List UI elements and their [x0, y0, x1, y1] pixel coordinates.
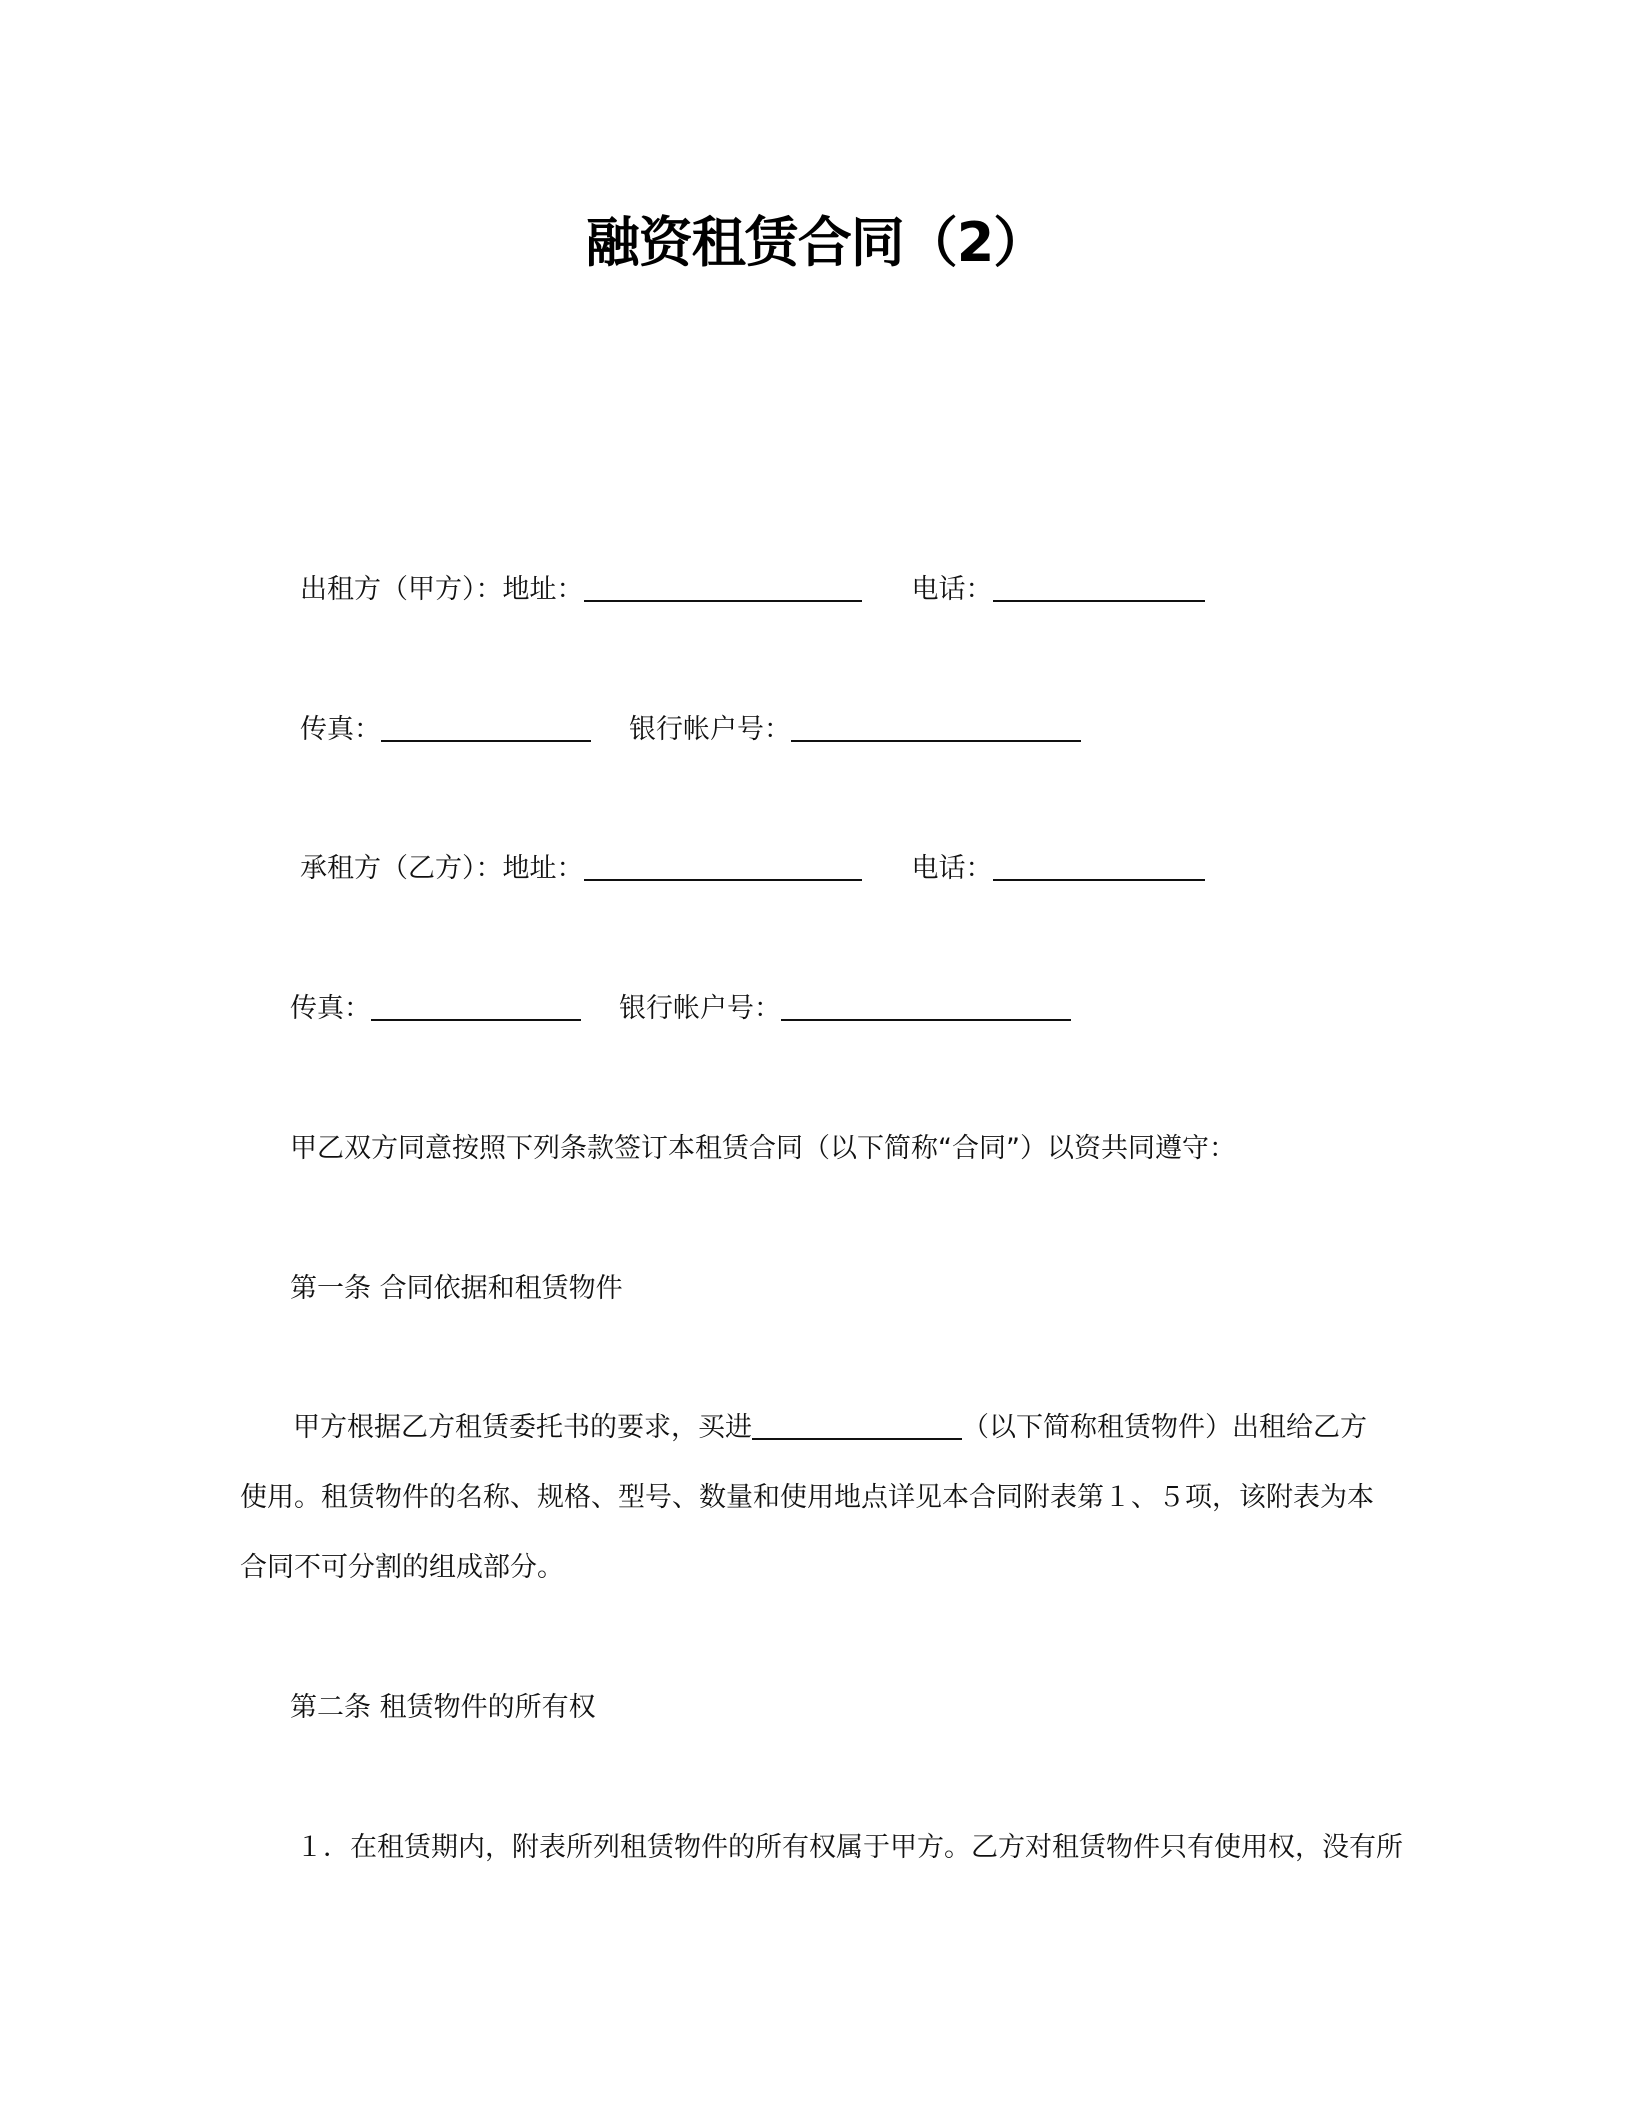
lessee-bank-blank: [781, 993, 1071, 1021]
lessee-fax-line: [290, 991, 1071, 1027]
preamble: 甲乙双方同意按照下列条款签订本租赁合同（以下简称“合同”）以资共同遵守：: [290, 1133, 1236, 1164]
lessee-phone-label: 电话：: [911, 853, 993, 884]
lessor-phone-label: 电话：: [911, 574, 993, 605]
lessee-label: 承租方（乙方）：地址：: [300, 853, 584, 884]
lessee-address-line: [300, 851, 1205, 887]
lessee-fax-label: 传真：: [290, 993, 371, 1024]
lessor-address-line: [300, 572, 1205, 608]
lessee-phone-blank: [993, 853, 1205, 881]
article-1-heading: 第一条 合同依据和租赁物件: [290, 1273, 623, 1304]
lessor-fax-blank: [381, 714, 591, 742]
document-title: 融资租赁合同（2）: [585, 211, 1047, 274]
article-1-text-before: 甲方根据乙方租赁委托书的要求，买进: [293, 1412, 752, 1443]
lessor-bank-blank: [791, 714, 1081, 742]
lessor-bank-label: 银行帐户号：: [629, 714, 791, 745]
lessee-bank-label: 银行帐户号：: [619, 993, 781, 1024]
article-2-heading: 第二条 租赁物件的所有权: [290, 1692, 596, 1723]
lessor-fax-label: 传真：: [300, 714, 381, 745]
article-1-text-after: （以下简称租赁物件）出租给乙方使用。租赁物件的名称、规格、型号、数量和使用地点详见本合同附表第１、５项，该附表为本合同不可分割的组成部分。: [240, 1412, 1374, 1583]
lessor-fax-line: [300, 712, 1081, 748]
lessor-label: 出租方（甲方）：地址：: [300, 574, 584, 605]
article-1-item-blank: [752, 1412, 962, 1440]
lessor-address-blank: [584, 574, 862, 602]
article-2-item-1: １．在租赁期内，附表所列租赁物件的所有权属于甲方。乙方对租赁物件只有使用权，没有所: [296, 1832, 1403, 1863]
lessee-address-blank: [584, 853, 862, 881]
article-1-body: [240, 1393, 1390, 1603]
lessee-fax-blank: [371, 993, 581, 1021]
lessor-phone-blank: [993, 574, 1205, 602]
